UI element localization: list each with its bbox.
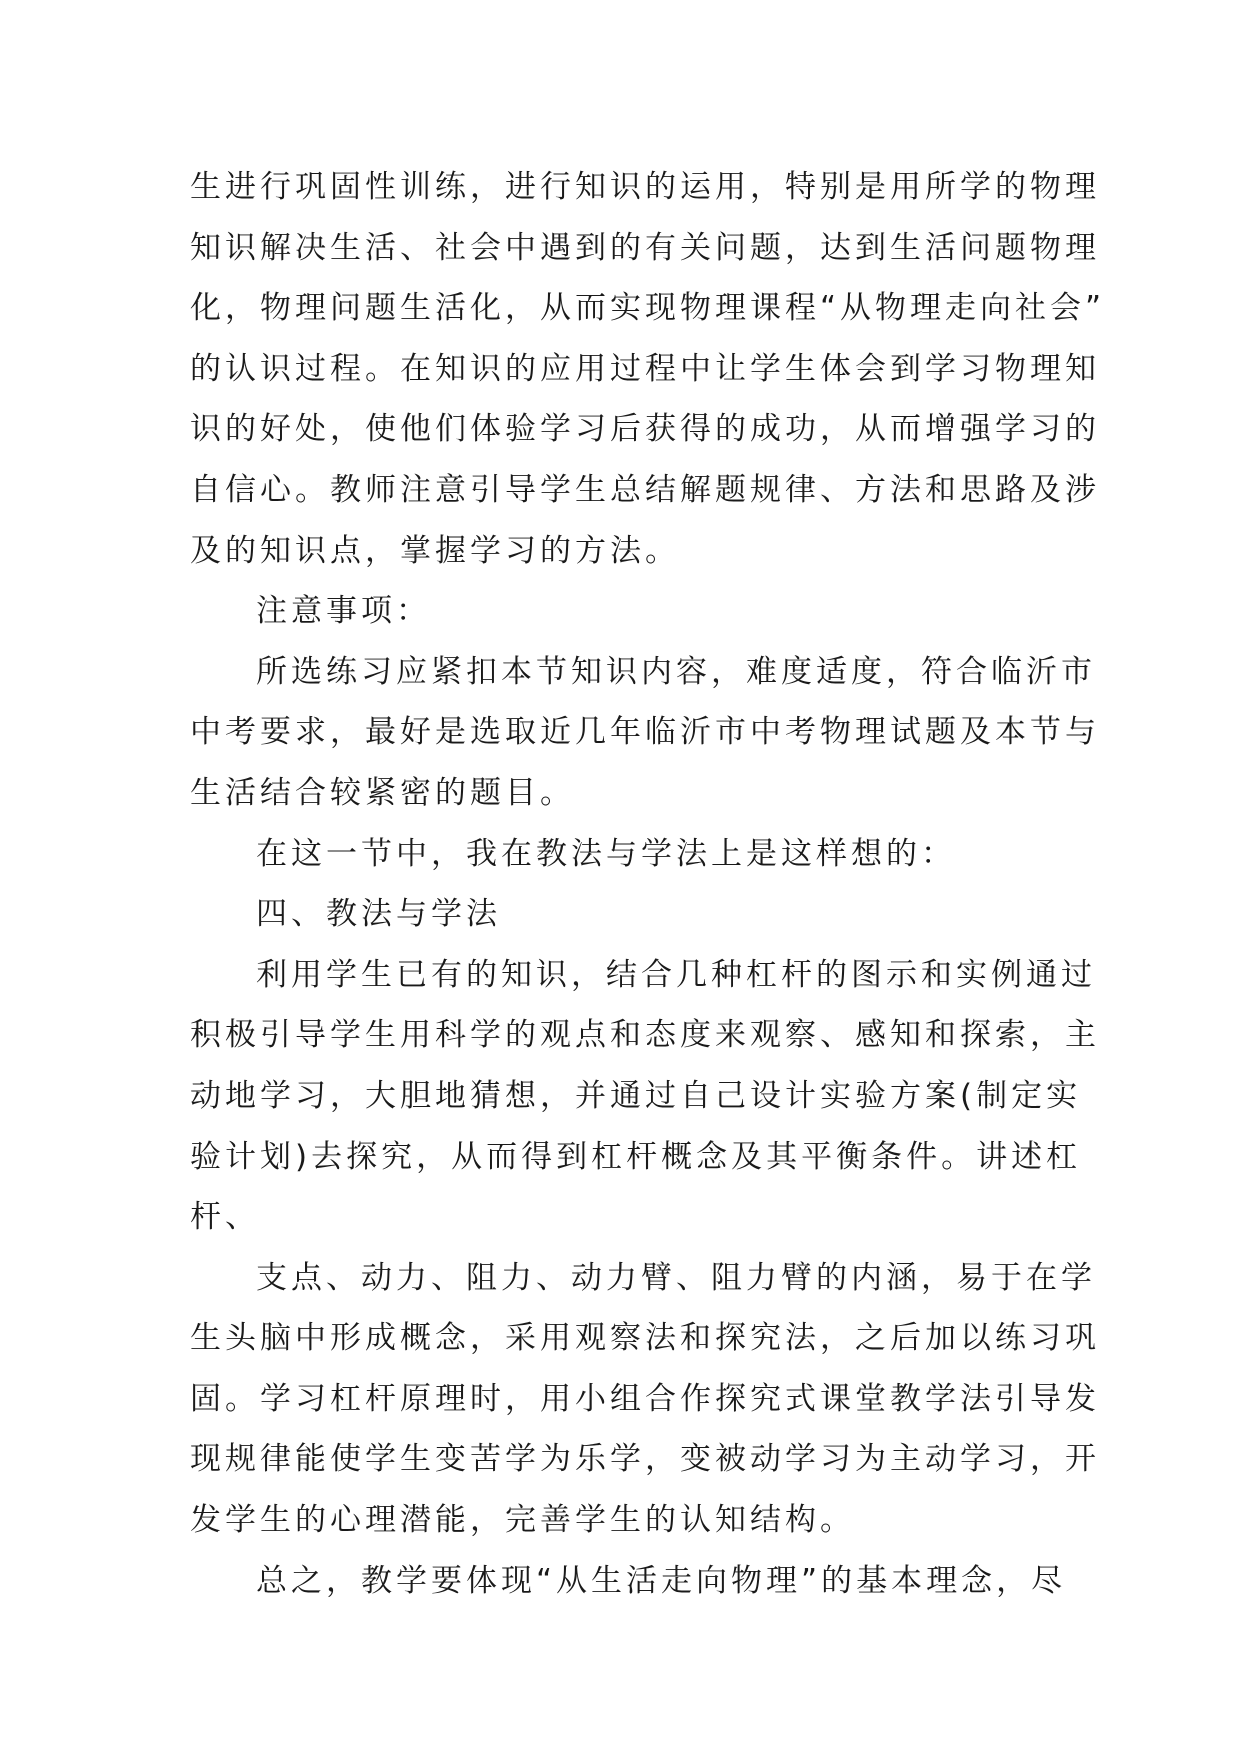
text-line: 固。学习杠杆原理时，用小组合作探究式课堂教学法引导发 (190, 1380, 1100, 1417)
text-line: 现规律能使学生变苦学为乐学，变被动学习为主动学习，开 (190, 1441, 1100, 1478)
text-line: 及的知识点，掌握学习的方法。 (190, 532, 680, 569)
text-line: 知识解决生活、社会中遇到的有关问题，达到生活问题物理 (190, 229, 1100, 266)
text-line: 中考要求，最好是选取近几年临沂市中考物理试题及本节与 (190, 714, 1100, 751)
text-line: 四、教法与学法 (256, 896, 501, 933)
body-text (190, 157, 1106, 1611)
text-line: 发学生的心理潜能，完善学生的认知结构。 (190, 1502, 855, 1539)
text-line: 动地学习，大胆地猜想，并通过自己设计实验方案(制定实 (190, 1077, 1082, 1114)
text-line: 注意事项： (256, 593, 431, 630)
text-line: 的认识过程。在知识的应用过程中让学生体会到学习物理知 (190, 350, 1100, 387)
text-line: 自信心。教师注意引导学生总结解题规律、方法和思路及涉 (190, 471, 1100, 508)
text-line: 识的好处，使他们体验学习后获得的成功，从而增强学习的 (190, 411, 1100, 448)
text-line: 在这一节中，我在教法与学法上是这样想的： (256, 835, 956, 872)
text-line: 积极引导学生用科学的观点和态度来观察、感知和探索，主 (190, 1017, 1100, 1054)
text-line: 生活结合较紧密的题目。 (190, 774, 575, 811)
text-line: 利用学生已有的知识，结合几种杠杆的图示和实例通过 (256, 956, 1096, 993)
text-line: 支点、动力、阻力、动力臂、阻力臂的内涵，易于在学 (256, 1259, 1096, 1296)
text-line: 化，物理问题生活化，从而实现物理课程“从物理走向社会” (190, 290, 1106, 327)
text-line: 生头脑中形成概念，采用观察法和探究法，之后加以练习巩 (190, 1320, 1100, 1357)
text-line: 验计划)去探究，从而得到杠杆概念及其平衡条件。讲述杠 (190, 1138, 1082, 1175)
text-line: 生进行巩固性训练，进行知识的运用，特别是用所学的物理 (190, 169, 1100, 205)
text-line: 杆、 (190, 1199, 260, 1236)
text-line: 总之，教学要体现“从生活走向物理”的基本理念，尽 (256, 1562, 1067, 1599)
text-line: 所选练习应紧扣本节知识内容，难度适度，符合临沂市 (256, 653, 1096, 690)
